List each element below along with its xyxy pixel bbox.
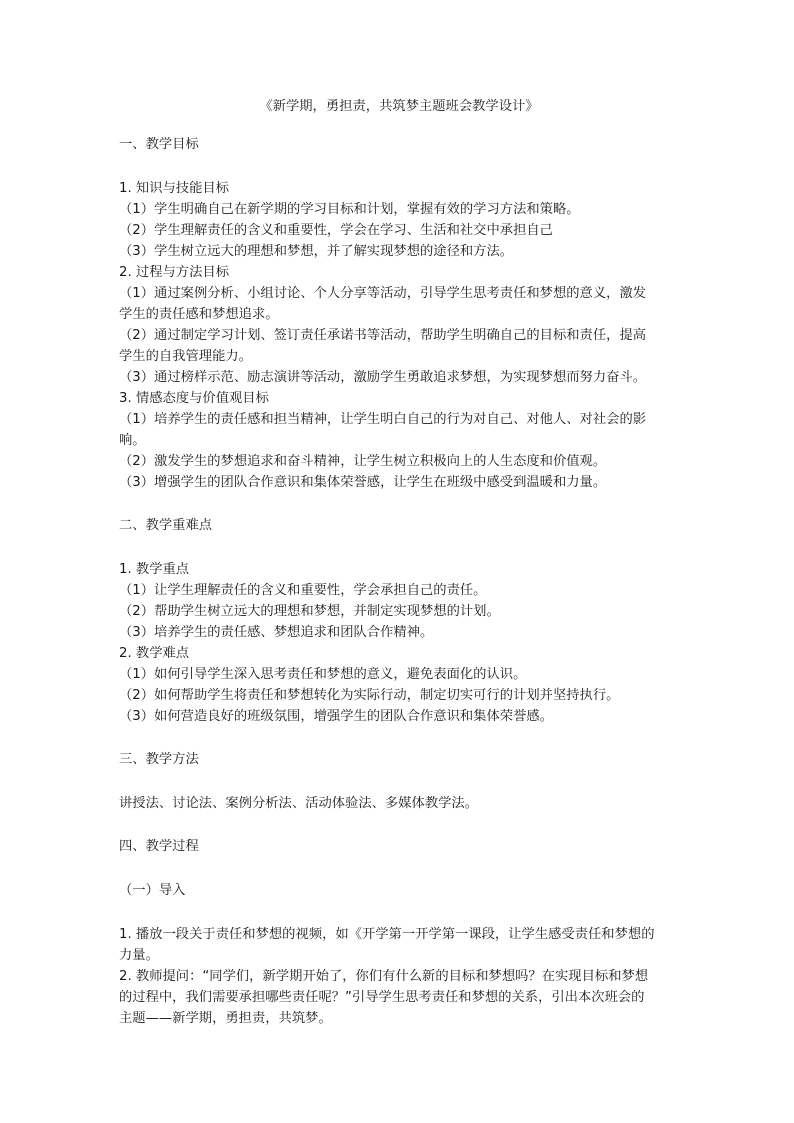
subsection-heading: （一）导入 — [119, 883, 186, 898]
paragraph-line: （3）增强学生的团队合作意识和集体荣誉感，让学生在班级中感受到温暖和力量。 — [119, 475, 607, 490]
section-heading: 三、教学方法 — [119, 752, 199, 767]
section-teaching-objectives — [119, 134, 679, 493]
paragraph-line: 2. 过程与方法目标 — [119, 265, 229, 280]
spacer — [119, 493, 679, 515]
paragraph-line: 1. 知识与技能目标 — [119, 181, 229, 196]
paragraph-line: （2）帮助学生树立远大的理想和梦想，并制定实现梦想的计划。 — [119, 604, 500, 619]
paragraph-line: 学生的责任感和梦想追求。 — [119, 307, 279, 322]
paragraph-line: （3）培养学生的责任感、梦想追求和团队合作精神。 — [119, 625, 434, 640]
paragraph-line: 力量。 — [119, 948, 159, 963]
paragraph-line: （2）通过制定学习计划、签订责任承诺书等活动，帮助学生明确自己的目标和责任，提高 — [119, 328, 647, 343]
paragraph-line: （2）如何帮助学生将责任和梦想转化为实际行动，制定切实可行的计划并坚持执行。 — [119, 688, 620, 703]
section-heading: 二、教学重难点 — [119, 518, 213, 533]
paragraph-line: 1. 教学重点 — [119, 562, 190, 577]
paragraph-line: 1. 播放一段关于责任和梦想的视频，如《开学第一开学第一课段，让学生感受责任和梦想的 — [119, 927, 655, 942]
paragraph-line: 3. 情感态度与价值观目标 — [119, 391, 269, 406]
section-heading: 四、教学过程 — [119, 839, 199, 854]
paragraph-line: （1）通过案例分析、小组讨论、个人分享等活动，引导学生思考责任和梦想的意义，激发 — [119, 286, 647, 301]
paragraph-line: （3）通过榜样示范、励志演讲等活动，激励学生勇敢追求梦想，为实现梦想而努力奋斗。 — [119, 370, 647, 385]
section-teaching-methods — [119, 749, 679, 814]
spacer — [119, 727, 679, 749]
paragraph-line: （3）学生树立远大的理想和梦想，并了解实现梦想的途径和方法。 — [119, 244, 514, 259]
spacer — [119, 814, 679, 836]
section-teaching-process — [119, 836, 679, 1029]
document-body — [119, 96, 679, 1029]
paragraph-line: （3）如何营造良好的班级氛围，增强学生的团队合作意识和集体荣誉感。 — [119, 709, 553, 724]
paragraph-line: 的过程中，我们需要承担哪些责任呢？”引导学生思考责任和梦想的关系，引出本次班会的 — [119, 990, 645, 1005]
paragraph-line: 学生的自我管理能力。 — [119, 349, 252, 364]
paragraph-line: （1）培养学生的责任感和担当精神，让学生明白自己的行为对自己、对他人、对社会的影 — [119, 412, 647, 427]
paragraph-line: 讲授法、讨论法、案例分析法、活动体验法、多媒体教学法。 — [119, 796, 479, 811]
section-key-difficult-points — [119, 515, 679, 727]
paragraph-line: （2）学生理解责任的含义和重要性，学会在学习、生活和社交中承担自己 — [119, 223, 553, 238]
paragraph-line: 主题——新学期，勇担责，共筑梦。 — [119, 1011, 332, 1026]
paragraph-line: 2. 教学难点 — [119, 646, 190, 661]
paragraph-line: （1）学生明确自己在新学期的学习目标和计划，掌握有效的学习方法和策略。 — [119, 202, 580, 217]
paragraph-line: 2. 教师提问：“同学们，新学期开始了，你们有什么新的目标和梦想吗？在实现目标和梦想 — [119, 969, 649, 984]
paragraph-line: （1）如何引导学生深入思考责任和梦想的意义，避免表面化的认识。 — [119, 667, 527, 682]
paragraph-line: （2）激发学生的梦想追求和奋斗精神，让学生树立积极向上的人生态度和价值观。 — [119, 454, 607, 469]
paragraph-line: （1）让学生理解责任的含义和重要性，学会承担自己的责任。 — [119, 583, 487, 598]
paragraph-line: 响。 — [119, 433, 146, 448]
document-title: 《新学期，勇担责，共筑梦主题班会教学设计》 — [259, 99, 539, 114]
section-heading: 一、教学目标 — [119, 137, 199, 152]
